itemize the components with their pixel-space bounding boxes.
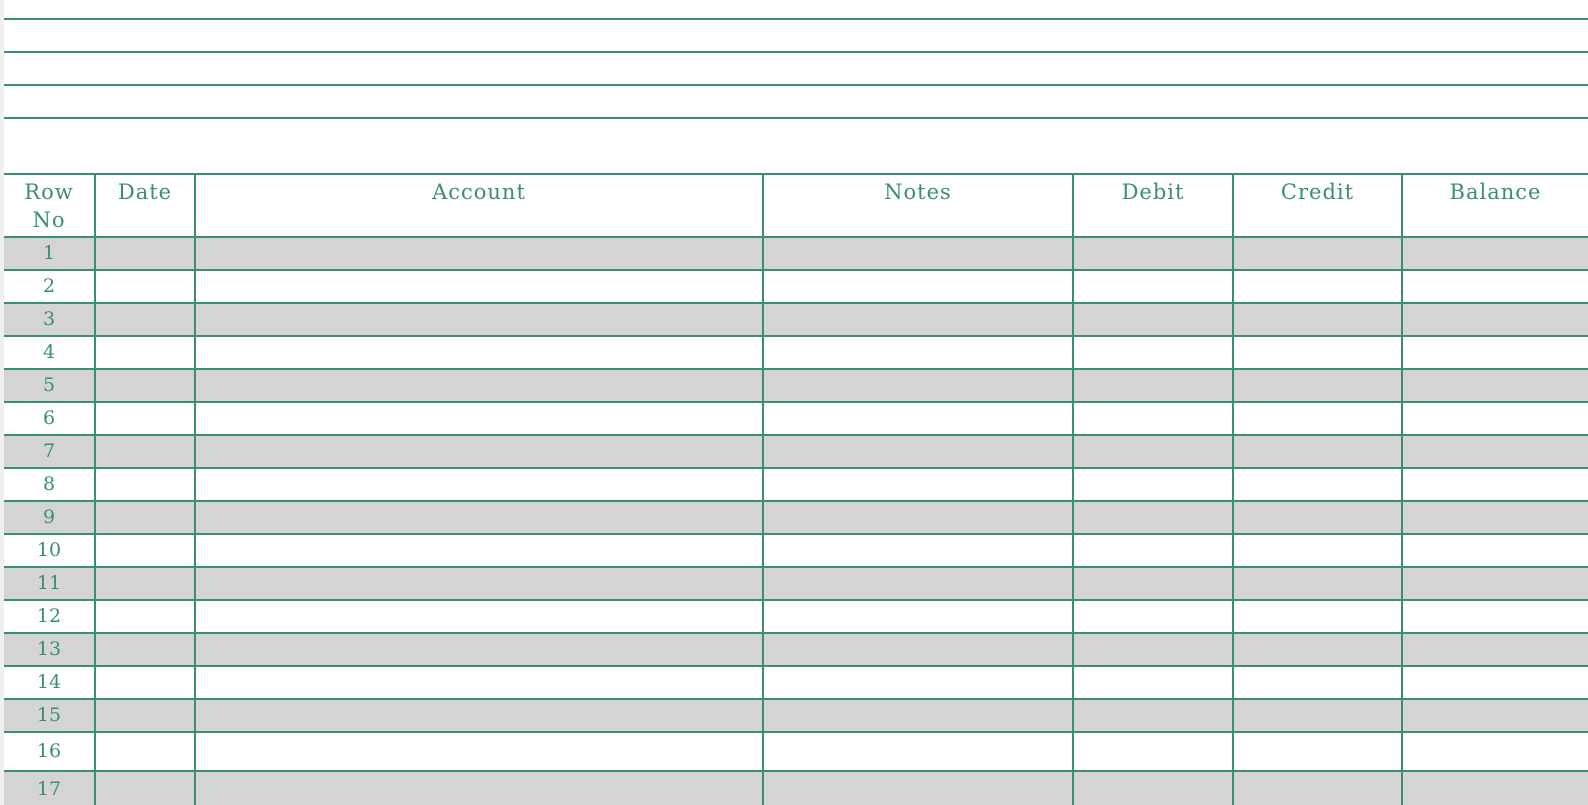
credit-cell[interactable] <box>1233 369 1402 402</box>
account-cell[interactable] <box>195 369 763 402</box>
credit-cell[interactable] <box>1233 666 1402 699</box>
table-row <box>4 666 1588 699</box>
date-cell[interactable] <box>95 699 195 732</box>
date-cell[interactable] <box>95 468 195 501</box>
credit-cell[interactable] <box>1233 534 1402 567</box>
debit-cell[interactable] <box>1073 666 1233 699</box>
account-cell[interactable] <box>195 237 763 270</box>
table-row <box>4 633 1588 666</box>
credit-cell[interactable] <box>1233 468 1402 501</box>
debit-cell[interactable] <box>1073 699 1233 732</box>
debit-cell[interactable] <box>1073 435 1233 468</box>
column-header-debit: Debit <box>1073 174 1233 237</box>
notes-cell[interactable] <box>763 435 1073 468</box>
row-number-cell: 15 <box>4 699 95 732</box>
row-number-cell: 10 <box>4 534 95 567</box>
ledger-table <box>4 173 1588 805</box>
debit-cell[interactable] <box>1073 336 1233 369</box>
notes-cell[interactable] <box>763 402 1073 435</box>
balance-cell[interactable] <box>1402 771 1588 805</box>
debit-cell[interactable] <box>1073 732 1233 771</box>
notes-cell[interactable] <box>763 567 1073 600</box>
date-cell[interactable] <box>95 402 195 435</box>
notes-cell[interactable] <box>763 270 1073 303</box>
account-cell[interactable] <box>195 435 763 468</box>
header-rule-1 <box>4 18 1588 20</box>
account-cell[interactable] <box>195 567 763 600</box>
date-cell[interactable] <box>95 270 195 303</box>
debit-cell[interactable] <box>1073 402 1233 435</box>
credit-cell[interactable] <box>1233 402 1402 435</box>
debit-cell[interactable] <box>1073 771 1233 805</box>
table-row <box>4 567 1588 600</box>
date-cell[interactable] <box>95 600 195 633</box>
credit-cell[interactable] <box>1233 732 1402 771</box>
notes-cell[interactable] <box>763 732 1073 771</box>
debit-cell[interactable] <box>1073 501 1233 534</box>
date-cell[interactable] <box>95 666 195 699</box>
credit-cell[interactable] <box>1233 501 1402 534</box>
date-cell[interactable] <box>95 732 195 771</box>
row-number-cell: 13 <box>4 633 95 666</box>
header-rule-3 <box>4 84 1588 86</box>
column-header-notes: Notes <box>763 174 1073 237</box>
balance-cell[interactable] <box>1402 468 1588 501</box>
credit-cell[interactable] <box>1233 771 1402 805</box>
table-row <box>4 402 1588 435</box>
date-cell[interactable] <box>95 237 195 270</box>
table-row <box>4 600 1588 633</box>
notes-cell[interactable] <box>763 336 1073 369</box>
header-rule-4 <box>4 117 1588 119</box>
credit-cell[interactable] <box>1233 303 1402 336</box>
row-no-line2: No <box>32 208 66 232</box>
row-number-cell: 16 <box>4 732 95 771</box>
row-number-cell: 17 <box>4 771 95 805</box>
balance-cell[interactable] <box>1402 369 1588 402</box>
table-row <box>4 270 1588 303</box>
row-number-cell: 12 <box>4 600 95 633</box>
account-cell[interactable] <box>195 468 763 501</box>
date-cell[interactable] <box>95 501 195 534</box>
account-cell[interactable] <box>195 303 763 336</box>
account-cell[interactable] <box>195 666 763 699</box>
balance-cell[interactable] <box>1402 435 1588 468</box>
notes-cell[interactable] <box>763 534 1073 567</box>
column-header-row-no <box>4 174 95 237</box>
table-row <box>4 336 1588 369</box>
table-row <box>4 237 1588 270</box>
credit-cell[interactable] <box>1233 633 1402 666</box>
row-number-cell: 6 <box>4 402 95 435</box>
account-cell[interactable] <box>195 600 763 633</box>
balance-cell[interactable] <box>1402 534 1588 567</box>
row-number-cell: 7 <box>4 435 95 468</box>
table-row <box>4 732 1588 771</box>
account-cell[interactable] <box>195 270 763 303</box>
table-row <box>4 369 1588 402</box>
header-rule-2 <box>4 51 1588 53</box>
debit-cell[interactable] <box>1073 369 1233 402</box>
credit-cell[interactable] <box>1233 600 1402 633</box>
table-row <box>4 771 1588 805</box>
debit-cell[interactable] <box>1073 633 1233 666</box>
table-row <box>4 501 1588 534</box>
column-header-balance: Balance <box>1402 174 1588 237</box>
credit-cell[interactable] <box>1233 699 1402 732</box>
notes-cell[interactable] <box>763 501 1073 534</box>
column-header-date: Date <box>95 174 195 237</box>
balance-cell[interactable] <box>1402 633 1588 666</box>
balance-cell[interactable] <box>1402 237 1588 270</box>
date-cell[interactable] <box>95 771 195 805</box>
credit-cell[interactable] <box>1233 435 1402 468</box>
notes-cell[interactable] <box>763 666 1073 699</box>
balance-cell[interactable] <box>1402 600 1588 633</box>
row-number-cell: 9 <box>4 501 95 534</box>
notes-cell[interactable] <box>763 600 1073 633</box>
debit-cell[interactable] <box>1073 600 1233 633</box>
debit-cell[interactable] <box>1073 303 1233 336</box>
table-row <box>4 534 1588 567</box>
notes-cell[interactable] <box>763 303 1073 336</box>
table-row <box>4 468 1588 501</box>
account-cell[interactable] <box>195 699 763 732</box>
debit-cell[interactable] <box>1073 237 1233 270</box>
notes-cell[interactable] <box>763 468 1073 501</box>
row-number-cell: 3 <box>4 303 95 336</box>
row-number-cell: 11 <box>4 567 95 600</box>
row-no-line1: Row <box>24 180 74 204</box>
date-cell[interactable] <box>95 534 195 567</box>
column-header-account: Account <box>195 174 763 237</box>
date-cell[interactable] <box>95 633 195 666</box>
balance-cell[interactable] <box>1402 270 1588 303</box>
account-cell[interactable] <box>195 336 763 369</box>
notes-cell[interactable] <box>763 633 1073 666</box>
balance-cell[interactable] <box>1402 699 1588 732</box>
ledger-sheet <box>4 0 1588 805</box>
header-row <box>4 174 1588 237</box>
column-header-credit: Credit <box>1233 174 1402 237</box>
table-row <box>4 699 1588 732</box>
row-number-cell: 8 <box>4 468 95 501</box>
credit-cell[interactable] <box>1233 270 1402 303</box>
date-cell[interactable] <box>95 303 195 336</box>
debit-cell[interactable] <box>1073 534 1233 567</box>
credit-cell[interactable] <box>1233 336 1402 369</box>
credit-cell[interactable] <box>1233 567 1402 600</box>
account-cell[interactable] <box>195 402 763 435</box>
notes-cell[interactable] <box>763 771 1073 805</box>
date-cell[interactable] <box>95 369 195 402</box>
balance-cell[interactable] <box>1402 402 1588 435</box>
notes-cell[interactable] <box>763 237 1073 270</box>
balance-cell[interactable] <box>1402 303 1588 336</box>
debit-cell[interactable] <box>1073 567 1233 600</box>
date-cell[interactable] <box>95 336 195 369</box>
debit-cell[interactable] <box>1073 468 1233 501</box>
account-cell[interactable] <box>195 732 763 771</box>
row-number-cell: 1 <box>4 237 95 270</box>
row-number-cell: 2 <box>4 270 95 303</box>
row-number-cell: 14 <box>4 666 95 699</box>
date-cell[interactable] <box>95 435 195 468</box>
credit-cell[interactable] <box>1233 237 1402 270</box>
balance-cell[interactable] <box>1402 501 1588 534</box>
balance-cell[interactable] <box>1402 732 1588 771</box>
notes-cell[interactable] <box>763 699 1073 732</box>
balance-cell[interactable] <box>1402 666 1588 699</box>
row-number-cell: 5 <box>4 369 95 402</box>
balance-cell[interactable] <box>1402 336 1588 369</box>
date-cell[interactable] <box>95 567 195 600</box>
account-cell[interactable] <box>195 501 763 534</box>
ledger-body <box>4 237 1588 805</box>
table-row <box>4 435 1588 468</box>
account-cell[interactable] <box>195 633 763 666</box>
table-row <box>4 303 1588 336</box>
notes-cell[interactable] <box>763 369 1073 402</box>
account-cell[interactable] <box>195 771 763 805</box>
debit-cell[interactable] <box>1073 270 1233 303</box>
account-cell[interactable] <box>195 534 763 567</box>
row-number-cell: 4 <box>4 336 95 369</box>
balance-cell[interactable] <box>1402 567 1588 600</box>
